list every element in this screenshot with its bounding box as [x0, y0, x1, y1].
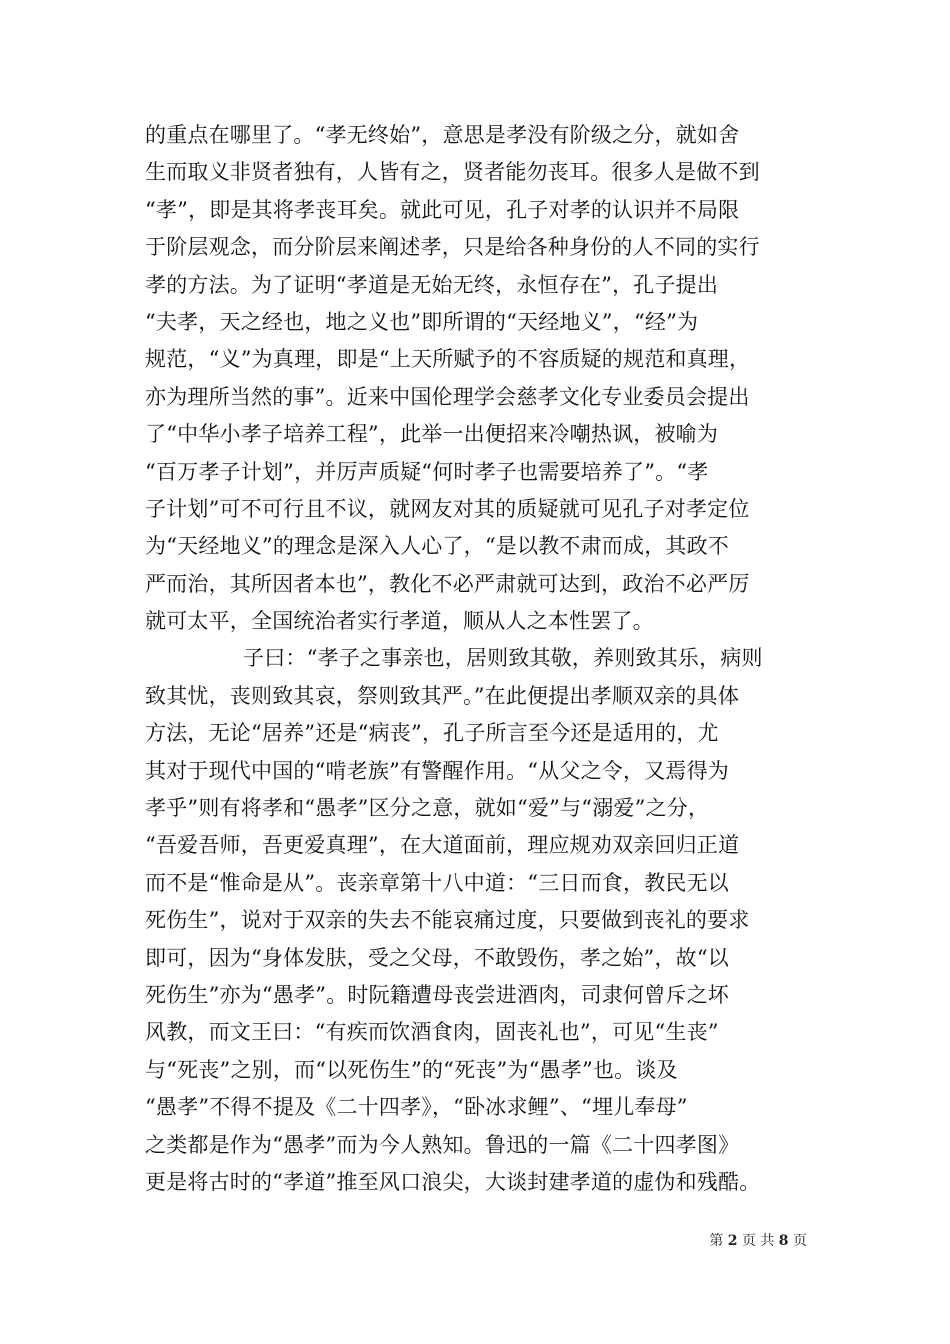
paragraph-2 — [145, 640, 835, 1201]
paragraph-line: 死伤生”亦为“愚孝”。时阮籍遭母丧尝进酒肉，司隶何曾斥之坏 — [145, 982, 730, 1007]
page-footer — [709, 1232, 807, 1250]
footer-suffix: 页 — [793, 1233, 807, 1249]
paragraph-line: 亦为理所当然的事”。近来中国伦理学会慈孝文化专业委员会提出 — [145, 384, 750, 409]
body-text — [145, 117, 835, 1201]
paragraph-line: 就可太平，全国统治者实行孝道，顺从人之本性罢了。 — [145, 609, 654, 634]
paragraph-line: 风教，而文王曰：“有疾而饮酒食肉，固丧礼也”，可见“生丧” — [145, 1020, 719, 1045]
paragraph-line: 其对于现代中国的“啃老族”有警醒作用。“从父之令，又焉得为 — [145, 758, 730, 783]
paragraph-line: “吾爱吾师，吾更爱真理”，在大道面前，理应规劝双亲回归正道 — [145, 833, 740, 858]
paragraph-line: 严而治，其所因者本也”，教化不必严肃就可达到，政治不必严厉 — [145, 571, 750, 596]
paragraph-line: 子计划”可不可行且不议，就网友对其的质疑就可见孔子对孝定位 — [145, 496, 750, 521]
paragraph-line: 了“中华小孝子培养工程”，此举一出便招来冷嘲热讽，被喻为 — [145, 422, 719, 447]
footer-prefix: 第 — [709, 1233, 724, 1249]
total-pages-number: 8 — [778, 1233, 789, 1249]
paragraph-line: 于阶层观念，而分阶层来阐述孝，只是给各种身份的人不同的实行 — [145, 235, 760, 260]
paragraph-line: 而不是“惟命是从”。丧亲章第十八中道：“三日而食，教民无以 — [145, 870, 730, 895]
footer-middle: 页 共 — [741, 1233, 775, 1249]
paragraph-line: “愚孝”不得不提及《二十四孝》，“卧冰求鲤”、“埋儿奉母” — [145, 1095, 688, 1120]
paragraph-line: 即可，因为“身体发肤，受之父母，不敢毁伤，孝之始”，故“以 — [145, 945, 730, 970]
paragraph-first-line: 子曰：“孝子之事亲也，居则致其敬，养则致其乐，病则 — [243, 646, 763, 671]
paragraph-line: “百万孝子计划”，并厉声质疑“何时孝子也需要培养了”。“孝 — [145, 459, 709, 484]
paragraph-line: 孝的方法。为了证明“孝道是无始无终，永恒存在”，孔子提出 — [145, 272, 719, 297]
paragraph-1 — [145, 117, 835, 640]
paragraph-line: 致其忧，丧则致其哀，祭则致其严。”在此便提出孝顺双亲的具体 — [145, 683, 740, 708]
paragraph-line: 规范，“义”为真理，即是“上天所赋予的不容质疑的规范和真理， — [145, 347, 751, 372]
paragraph-line: 孝乎”则有将孝和“愚孝”区分之意，就如“爱”与“溺爱”之分， — [145, 796, 710, 821]
paragraph-line: 方法，无论“居养”还是“病丧”，孔子所言至今还是适用的，尤 — [145, 721, 719, 746]
current-page-number: 2 — [727, 1233, 738, 1249]
paragraph-line: “夫孝，天之经也，地之义也”即所谓的“天经地义”，“经”为 — [145, 309, 699, 334]
paragraph-line: 死伤生”，说对于双亲的失去不能哀痛过度，只要做到丧礼的要求 — [145, 908, 750, 933]
paragraph-line: 的重点在哪里了。“孝无终始”，意思是孝没有阶级之分，就如舍 — [145, 123, 740, 147]
paragraph-line: 之类都是作为“愚孝”而为今人熟知。鲁迅的一篇《二十四孝图》 — [145, 1132, 740, 1157]
paragraph-line: 生而取义非贤者独有，人皆有之，贤者能勿丧耳。很多人是做不到 — [145, 160, 760, 185]
paragraph-line: “孝”，即是其将孝丧耳矣。就此可见，孔子对孝的认识并不局限 — [145, 197, 740, 222]
paragraph-line: 与“死丧”之别，而“以死伤生”的“死丧”为“愚孝”也。谈及 — [145, 1057, 678, 1082]
paragraph-line: 为“天经地义”的理念是深入人心了，“是以教不肃而成，其政不 — [145, 534, 730, 559]
paragraph-line: 更是将古时的“孝道”推至风口浪尖，大谈封建孝道的虚伪和残酷。 — [145, 1169, 761, 1194]
